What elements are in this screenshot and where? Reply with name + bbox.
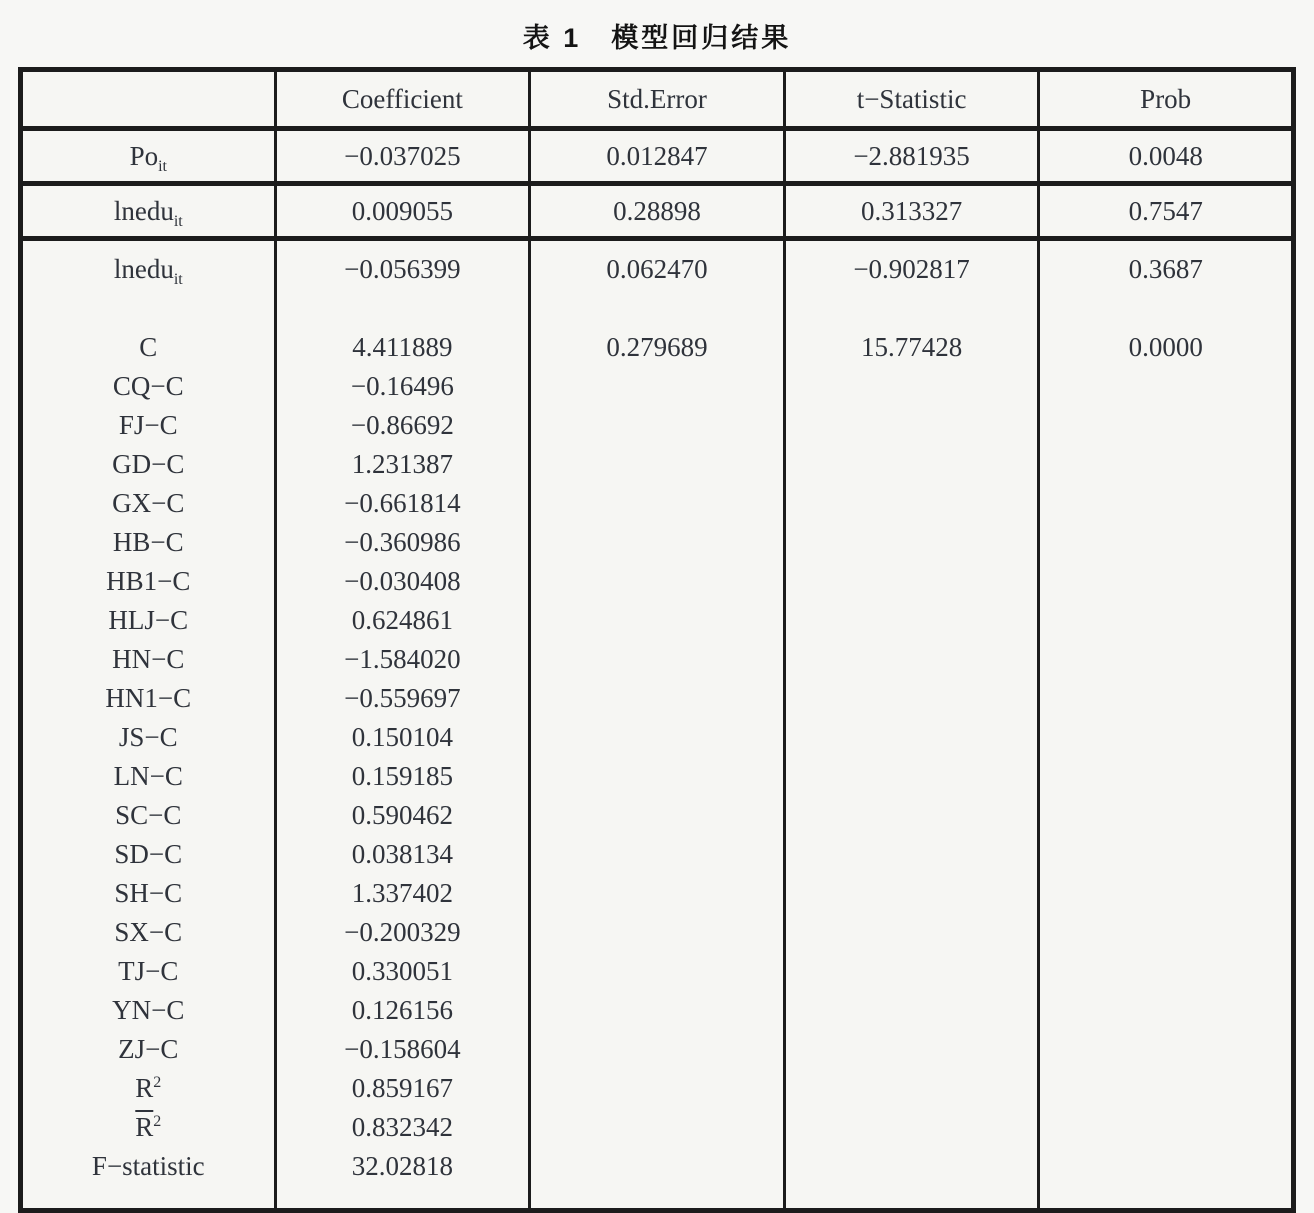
block-line-value [531, 406, 783, 445]
block-line-value: −0.559697 [344, 683, 461, 713]
block-line-label [23, 640, 274, 679]
block-line-value [1040, 640, 1291, 679]
block-line-value [531, 1030, 783, 1069]
row-label: SD−C [114, 839, 183, 869]
block-line-label [23, 328, 274, 367]
row-label-cell [21, 129, 276, 184]
block-line-label [23, 250, 274, 289]
block-line-value: −0.030408 [344, 566, 461, 596]
block-line-value: −0.86692 [350, 410, 454, 440]
block-line-value [786, 679, 1038, 718]
block-line-value: 0.624861 [351, 605, 454, 635]
block-line-value [786, 640, 1038, 679]
block-line-label [23, 445, 274, 484]
block-line-value: 0.3687 [1128, 254, 1203, 284]
block-line-label [23, 991, 274, 1030]
block-line-value [1040, 1147, 1291, 1186]
row-label: F−statistic [91, 1151, 205, 1181]
row-label: FJ−C [118, 410, 178, 440]
row-label: SX−C [114, 917, 183, 947]
block-line-value [277, 289, 529, 328]
block-line-value [1040, 484, 1291, 523]
block-line-value [786, 562, 1038, 601]
block-line-value [1040, 874, 1291, 913]
row-label: SC−C [115, 800, 182, 830]
tall-value-cell [784, 239, 1039, 1211]
block-line-label [23, 1030, 274, 1069]
block-line-value [786, 874, 1038, 913]
block-line-value [531, 484, 783, 523]
block-line-value: 0.038134 [351, 839, 454, 869]
header-row [21, 70, 1294, 129]
header-cell-t-statistic: t−Statistic [784, 70, 1039, 129]
table-row [21, 184, 1294, 239]
block-line-value [786, 406, 1038, 445]
block-line-label [23, 289, 274, 328]
block-line-label [23, 1147, 274, 1186]
block-line-value [786, 913, 1038, 952]
block-line-value [786, 1108, 1038, 1147]
block-line-value: 0.159185 [351, 761, 454, 791]
block-line-value [531, 601, 783, 640]
cell-value: 0.313327 [784, 184, 1039, 239]
block-line-value [1040, 445, 1291, 484]
row-label: HB−C [112, 527, 184, 557]
row-label: HLJ−C [108, 605, 189, 635]
block-line-value [786, 601, 1038, 640]
row-label: HN−C [112, 644, 185, 674]
block-line-value [531, 679, 783, 718]
cell-value: 0.7547 [1039, 184, 1294, 239]
block-line-value [531, 835, 783, 874]
block-line-value [531, 952, 783, 991]
block-line-value [531, 562, 783, 601]
row-label: HN1−C [105, 683, 192, 713]
block-line-value: 1.337402 [351, 878, 454, 908]
tall-value-cell [275, 239, 530, 1211]
block-line-value [531, 1147, 783, 1186]
table-row [21, 129, 1294, 184]
block-line-value [531, 991, 783, 1030]
row-label: YN−C [112, 995, 185, 1025]
block-line-value: 0.279689 [606, 332, 708, 362]
block-line-value: 0.859167 [351, 1073, 454, 1103]
block-line-value: 32.02818 [351, 1151, 454, 1181]
block-line-value [1040, 796, 1291, 835]
cell-value: 0.0048 [1039, 129, 1294, 184]
block-line-label [23, 874, 274, 913]
header-cell-coefficient: Coefficient [275, 70, 530, 129]
header-cell-empty [21, 70, 276, 129]
block-line-value: 15.77428 [860, 332, 963, 362]
block-line-value [531, 913, 783, 952]
block-line-value: 0.062470 [606, 254, 708, 284]
block-line-label [23, 1069, 274, 1108]
block-line-label [23, 484, 274, 523]
block-line-value: −0.661814 [344, 488, 461, 518]
row-label-cell [21, 184, 276, 239]
row-label: $R^2$ [135, 1073, 162, 1103]
block-line-value [786, 835, 1038, 874]
table-body [21, 129, 1294, 1211]
row-label: JS−C [118, 722, 178, 752]
row-label: LN−C [113, 761, 183, 791]
block-line-value: −0.056399 [344, 254, 461, 284]
row-label: ZJ−C [118, 1034, 179, 1064]
row-label: lnedu$_{it}$ [113, 254, 183, 288]
block-line-value [786, 718, 1038, 757]
block-line-label [23, 796, 274, 835]
block-line-value [531, 874, 783, 913]
block-line-value [531, 796, 783, 835]
block-line-value [531, 1108, 783, 1147]
cell-value: 0.28898 [530, 184, 785, 239]
block-line-label [23, 562, 274, 601]
header-cell-prob: Prob [1039, 70, 1294, 129]
tall-value-cell [530, 239, 785, 1211]
row-label: $\overline{R}^2$ [135, 1112, 162, 1142]
block-line-value [786, 1147, 1038, 1186]
block-line-value [786, 1030, 1038, 1069]
block-line-value [786, 796, 1038, 835]
block-line-value [786, 757, 1038, 796]
block-line-value [531, 1069, 783, 1108]
block-line-value [1040, 718, 1291, 757]
block-line-value [1040, 289, 1291, 328]
block-line-value [786, 484, 1038, 523]
block-line-value: −0.902817 [853, 254, 970, 284]
block-line-label [23, 757, 274, 796]
row-label: TJ−C [118, 956, 179, 986]
block-line-label [23, 601, 274, 640]
block-line-value [1040, 1030, 1291, 1069]
row-label: GX−C [112, 488, 185, 518]
block-line-value [1040, 913, 1291, 952]
tall-block-row [21, 239, 1294, 1211]
block-line-value: 0.0000 [1128, 332, 1203, 362]
block-line-value [1040, 952, 1291, 991]
cell-value: −2.881935 [784, 129, 1039, 184]
block-line-value: 1.231387 [351, 449, 454, 479]
block-line-label [23, 406, 274, 445]
block-line-label [23, 679, 274, 718]
block-line-value: 0.150104 [351, 722, 454, 752]
row-label: GD−C [112, 449, 185, 479]
block-line-label [23, 835, 274, 874]
block-line-value [786, 523, 1038, 562]
block-line-value: 0.126156 [351, 995, 454, 1025]
regression-results-table [18, 67, 1296, 1213]
table-title: 表 1 模型回归结果 [522, 23, 792, 53]
block-line-value [1040, 757, 1291, 796]
block-line-value [531, 640, 783, 679]
block-line-value: 0.590462 [351, 800, 454, 830]
block-line-value [786, 289, 1038, 328]
row-label: HB1−C [106, 566, 191, 596]
row-label: CQ−C [112, 371, 184, 401]
block-line-value [1040, 367, 1291, 406]
block-line-value [1040, 562, 1291, 601]
block-line-value: −0.360986 [344, 527, 461, 557]
block-line-value: 0.330051 [351, 956, 454, 986]
block-line-value [531, 289, 783, 328]
block-line-value [1040, 406, 1291, 445]
block-line-value: −0.200329 [344, 917, 461, 947]
block-line-value [1040, 601, 1291, 640]
block-line-value [1040, 1108, 1291, 1147]
block-line-value: 0.832342 [351, 1112, 454, 1142]
block-line-label [23, 718, 274, 757]
block-line-value: 4.411889 [352, 332, 453, 362]
row-label: lnedu$_{it}$ [113, 195, 183, 230]
block-line-label [23, 913, 274, 952]
block-line-value [786, 991, 1038, 1030]
block-line-label [23, 523, 274, 562]
cell-value: −0.037025 [275, 129, 530, 184]
block-line-value [1040, 679, 1291, 718]
block-line-value [1040, 835, 1291, 874]
block-line-value: −0.158604 [344, 1034, 461, 1064]
cell-value: 0.012847 [530, 129, 785, 184]
block-line-value [786, 952, 1038, 991]
row-label: C [139, 332, 158, 362]
block-line-value [1040, 523, 1291, 562]
header-cell-std-error: Std.Error [530, 70, 785, 129]
block-line-value [531, 757, 783, 796]
tall-value-cell [1039, 239, 1294, 1211]
block-line-label [23, 1108, 274, 1147]
block-line-value [1040, 1069, 1291, 1108]
row-label: $Po_{it}$ [129, 140, 167, 175]
block-line-value: −1.584020 [344, 644, 461, 674]
block-line-value: −0.16496 [350, 371, 454, 401]
block-line-value [1040, 991, 1291, 1030]
block-line-value [531, 367, 783, 406]
block-line-value [531, 523, 783, 562]
block-line-value [786, 1069, 1038, 1108]
block-line-value [531, 445, 783, 484]
cell-value: 0.009055 [275, 184, 530, 239]
block-line-value [786, 367, 1038, 406]
block-line-value [531, 718, 783, 757]
block-line-label [23, 952, 274, 991]
row-label: SH−C [114, 878, 183, 908]
tall-label-cell [21, 239, 276, 1211]
block-line-value [786, 445, 1038, 484]
block-line-label [23, 367, 274, 406]
